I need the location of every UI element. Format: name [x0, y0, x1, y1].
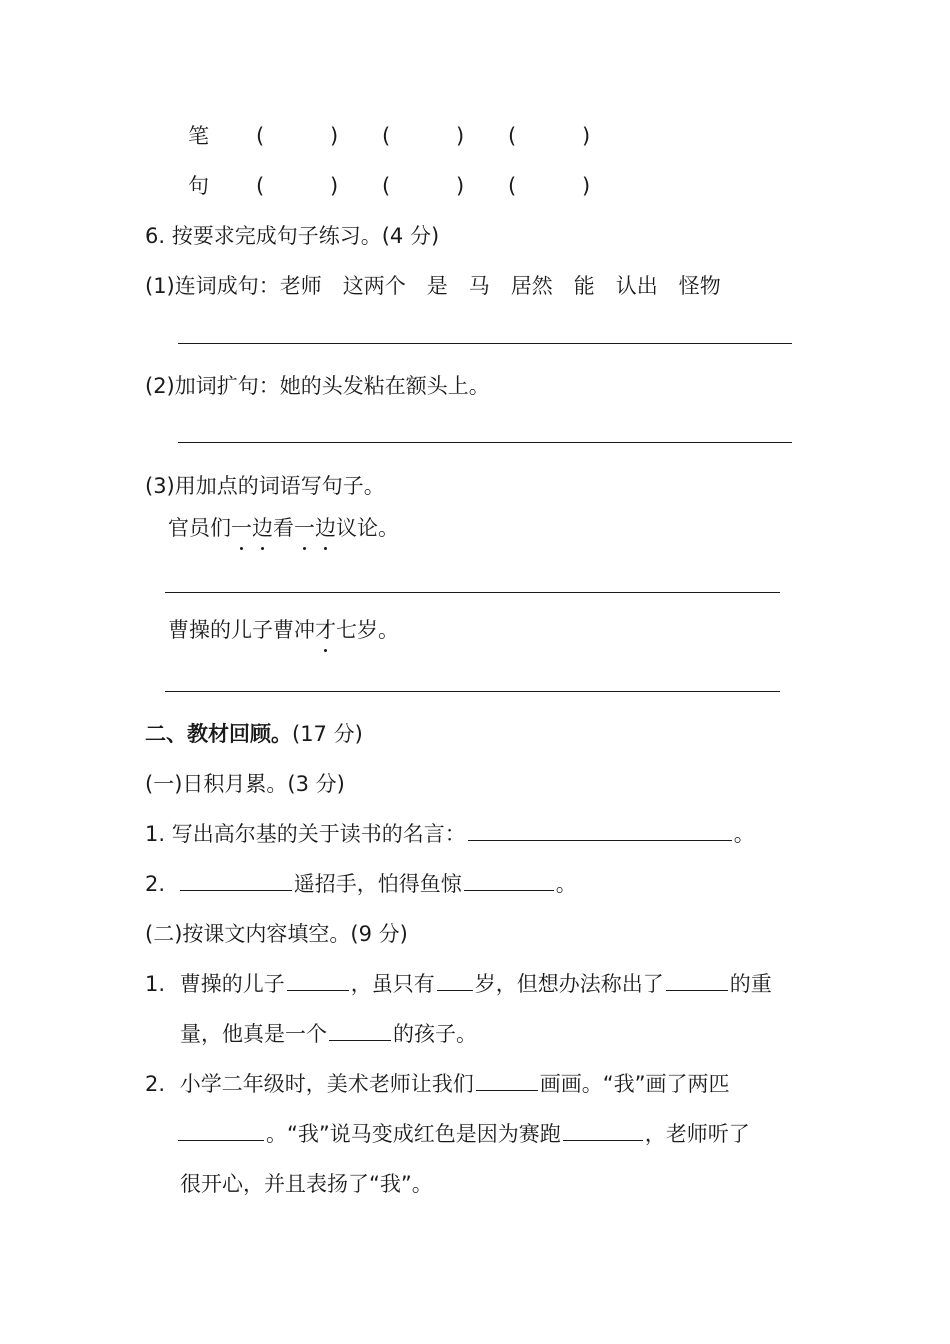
answer-line-3[interactable] — [165, 592, 780, 593]
fill-item-1-line-2 — [180, 1020, 477, 1048]
item-text: 。 — [733, 822, 755, 846]
dotted-char: 才 — [315, 618, 336, 642]
item-text: 的重 — [729, 972, 772, 996]
item-text: 量，他真是一个 — [180, 1022, 327, 1046]
fill-blank[interactable] — [666, 970, 728, 991]
fill-item-2-line-3: 很开心，并且表扬了“我”。 — [180, 1172, 433, 1196]
fill-blank[interactable] — [180, 870, 292, 891]
paren-open: ( — [382, 124, 391, 148]
part-2-heading: (二)按课文内容填空。(9 分) — [145, 922, 408, 946]
question-6-sub2: (2)加词扩句：她的头发粘在额头上。 — [145, 374, 490, 398]
paren-close: ) — [330, 124, 339, 148]
sentence-text: 议论。 — [336, 516, 399, 540]
fill-item-2-line-1 — [145, 1070, 730, 1098]
fill-blank[interactable] — [468, 820, 732, 841]
sentence-dotted-2 — [168, 616, 399, 644]
section-title: 二、教材回顾。 — [145, 722, 292, 746]
fill-blank[interactable] — [287, 970, 349, 991]
item-text: 1. 写出高尔基的关于读书的名言： — [145, 822, 466, 846]
dotted-char: 一 — [231, 516, 252, 540]
question-6-sub1: (1)连词成句：老师 这两个 是 马 居然 能 认出 怪物 — [145, 274, 721, 298]
item-text: 曹操的儿子 — [179, 972, 285, 996]
fill-blank[interactable] — [464, 870, 554, 891]
grid-char: 句 — [188, 174, 209, 198]
dotted-char: 边 — [315, 516, 336, 540]
sentence-text: 曹操的儿子曹冲 — [168, 618, 315, 642]
fill-blank[interactable] — [476, 1070, 538, 1091]
fill-item-2-line-2 — [178, 1120, 750, 1148]
item-text: 岁，但想办法称出了 — [474, 972, 664, 996]
item-number: 2. — [145, 1072, 166, 1096]
paren-close: ) — [456, 124, 465, 148]
item-text: ，虽只有 — [350, 972, 435, 996]
item-text: 。“我”说马变成红色是因为赛跑 — [266, 1122, 561, 1146]
question-6-heading: 6. 按要求完成句子练习。(4 分) — [145, 224, 440, 248]
item-text: 小学二年级时，美术老师让我们 — [179, 1072, 474, 1096]
dotted-char: 一 — [294, 516, 315, 540]
answer-line-4[interactable] — [165, 691, 780, 692]
question-6-sub3: (3)用加点的词语写句子。 — [145, 474, 385, 498]
sentence-dotted-1 — [168, 514, 399, 542]
fill-item-1-line-1 — [145, 970, 772, 998]
item-number: 2. — [145, 872, 166, 896]
paren-close: ) — [456, 174, 465, 198]
paren-open: ( — [256, 124, 265, 148]
fill-blank[interactable] — [563, 1120, 643, 1141]
item-text: 画画。“我”画了两匹 — [539, 1072, 730, 1096]
item-text: ，老师听了 — [644, 1122, 750, 1146]
paren-close: ) — [330, 174, 339, 198]
fill-blank[interactable] — [437, 970, 473, 991]
dotted-char: 边 — [252, 516, 273, 540]
answer-line-2[interactable] — [178, 442, 792, 443]
item-text: 的孩子。 — [393, 1022, 477, 1046]
sentence-text: 官员们 — [168, 516, 231, 540]
section-2-heading — [145, 720, 363, 748]
sentence-text: 七岁。 — [336, 618, 399, 642]
paren-open: ( — [382, 174, 391, 198]
item-2 — [145, 870, 577, 898]
part-1-heading: (一)日积月累。(3 分) — [145, 772, 345, 796]
sentence-text: 看 — [273, 516, 294, 540]
paren-open: ( — [508, 124, 517, 148]
fill-blank[interactable] — [329, 1020, 391, 1041]
item-text: 遥招手，怕得鱼惊 — [293, 872, 462, 896]
paren-close: ) — [582, 174, 591, 198]
item-number: 1. — [145, 972, 166, 996]
item-text: 。 — [555, 872, 577, 896]
paren-close: ) — [582, 124, 591, 148]
grid-char: 笔 — [188, 124, 209, 148]
paren-open: ( — [256, 174, 265, 198]
item-1 — [145, 820, 755, 848]
paren-open: ( — [508, 174, 517, 198]
section-score: (17 分) — [292, 722, 363, 746]
fill-blank[interactable] — [178, 1120, 264, 1141]
answer-line-1[interactable] — [178, 343, 792, 344]
